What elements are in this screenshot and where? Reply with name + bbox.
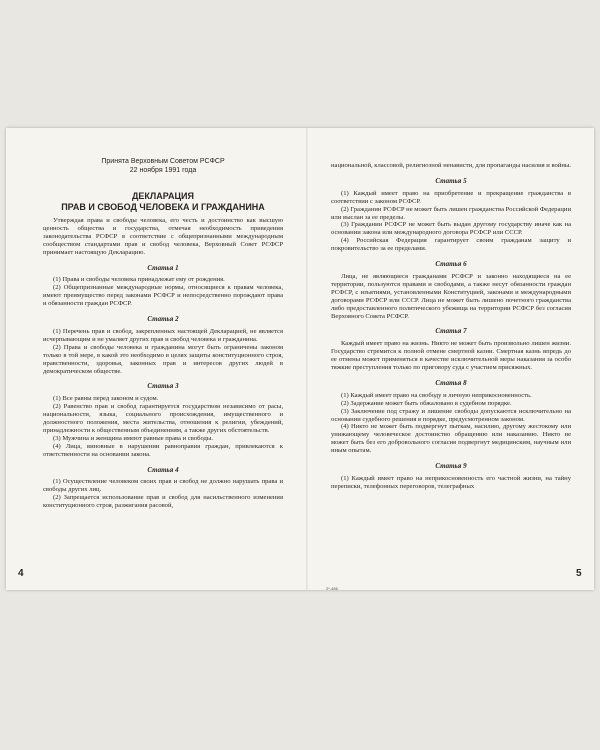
article-4-heading: Статья 4 — [147, 465, 179, 474]
paragraph: (3) Гражданин РСФСР не может быть выдан другому государству иначе как на основании закона или международного договора РСФСР или СССР. — [331, 221, 571, 237]
paragraph: Каждый имеет право на жизнь. Никто не может быть произвольно лишен жизни. Государство стремится к полной отмене смертной казни. Смертная казнь впредь до ее отмены может применяться в качестве исключительной меры наказания за особо тяжкие преступления только по приговору суда с участием присяжных. — [331, 340, 571, 372]
paragraph: (1) Каждый имеет право на свободу и личную неприкосновенность. — [341, 391, 532, 399]
paragraph: (1) Каждый имеет право на приобретение и прекращение гражданства в соответствии с законом РСФСР. — [331, 189, 571, 205]
paragraph: (4) Никто не может быть подвергнут пыткам, насилию, другому жестокому или унижающему человеческое достоинство обращению или наказанию. Никто не может быть без его добровольного согласия подвергнут медицинским, научным или иным опытам. — [331, 423, 571, 455]
paragraph: (1) Права и свободы человека принадлежат ему от рождения. — [53, 276, 225, 284]
paragraph: (2) Равенство прав и свобод гарантируется государством независимо от расы, национальности, языка, социального происхождения, имущественного и должностного положения, места жительства, отношения к религии, убеждений, принадлежности к общественным объединениям, а также других обстоятельств. — [43, 403, 283, 434]
title-line-2: ПРАВ И СВОБОД ЧЕЛОВЕКА И ГРАЖДАНИНА — [61, 201, 265, 212]
paragraph: (2) Общепризнанные международные нормы, относящиеся к правам человека, имеют преимущество перед законами РСФСР и непосредственно порождают права и обязанности граждан РСФСР. — [43, 284, 283, 308]
paragraph: (2) Права и свободы человека и гражданина могут быть ограничены законом только в той мере, в какой это необходимо в целях защиты конституционного строя, нравственности, здоровья, законных прав и интересов других людей в демократическом обществе. — [43, 343, 283, 375]
paragraph: (2) Задержание может быть обжаловано в судебном порядке. — [341, 399, 512, 407]
paragraph: (1) Все равны перед законом и судом. — [53, 395, 159, 403]
printer-signature-mark: 2*-486 — [326, 586, 338, 591]
page-number-right: 5 — [576, 568, 582, 579]
right-page-text — [331, 162, 571, 491]
adoption-line-1: Принята Верховным Советом РСФСР — [101, 158, 225, 165]
adoption-line-2: 22 ноября 1991 года — [129, 166, 197, 174]
article-2-heading: Статья 2 — [147, 315, 179, 324]
article-1-heading: Статья 1 — [147, 263, 179, 272]
adoption-note — [43, 158, 283, 175]
paragraph: (4) Лица, виновные в нарушении равноправия граждан, привлекаются к ответственности на основании закона. — [43, 442, 283, 458]
page-number-left: 4 — [18, 568, 24, 579]
article-7-heading: Статья 7 — [435, 327, 467, 336]
title-line-1: ДЕКЛАРАЦИЯ — [132, 191, 194, 201]
paragraph: (1) Осуществление человеком своих прав и свобод не должно нарушать права и свободы других лиц. — [43, 478, 283, 494]
paragraph: (2) Запрещается использование прав и свобод для насильственного изменения конституционного строя, разжигания расовой, — [43, 494, 283, 510]
paragraph: (4) Российская Федерация гарантирует своим гражданам защиту и покровительство за ее пределами. — [331, 237, 571, 253]
paragraph: (3) Мужчина и женщина имеют равные права и свободы. — [53, 434, 213, 442]
article-8-heading: Статья 8 — [435, 378, 467, 387]
preamble: Утверждая права и свободы человека, его честь и достоинство как высшую ценность общества и государства, отмечая необходимость приведения законодательства РСФСР в соответствие с общепризнанными международным сообществом стандартами прав и свобод человека, Верховный Совет РСФСР принимает настоящую Декларацию. — [43, 217, 283, 256]
continuation-text: национальной, классовой, религиозной ненависти, для пропаганды насилия и войны. — [331, 162, 571, 169]
article-5-heading: Статья 5 — [435, 176, 467, 185]
paragraph: Лица, не являющиеся гражданами РСФСР и законно находящиеся на ее территории, пользуются правами и свободами, а также несут обязанности граждан РСФСР, с изъятиями, установленными Конституцией, законами и международными договорами РСФСР или СССР. Лица не может быть лишено почетного гражданства либо предоставленного политического убежища на территории РСФСР без согласия Верховного Совета РСФСР. — [331, 272, 571, 320]
paragraph: (2) Гражданин РСФСР не может быть лишен гражданства Российской Федерации или выслан за ее пределы. — [331, 205, 571, 221]
declaration-title — [43, 191, 283, 212]
paragraph: (1) Каждый имеет право на неприкосновенность его частной жизни, на тайну переписки, телефонных переговоров, телеграфных — [331, 475, 571, 490]
article-9-heading: Статья 9 — [435, 462, 467, 471]
article-3-heading: Статья 3 — [147, 382, 179, 391]
book-spread — [6, 128, 594, 590]
article-6-heading: Статья 6 — [435, 260, 467, 269]
paragraph: (1) Перечень прав и свобод, закрепленных настоящей Декларацией, не является исчерпывающим и не умаляет других прав и свобод человека и гражданина. — [43, 327, 283, 343]
paragraph: (3) Заключение под стражу и лишение свободы допускаются исключительно на основании судебного решения в порядке, предусмотренном законом. — [331, 407, 571, 423]
book-gutter — [306, 128, 308, 590]
left-page-text — [43, 158, 283, 510]
